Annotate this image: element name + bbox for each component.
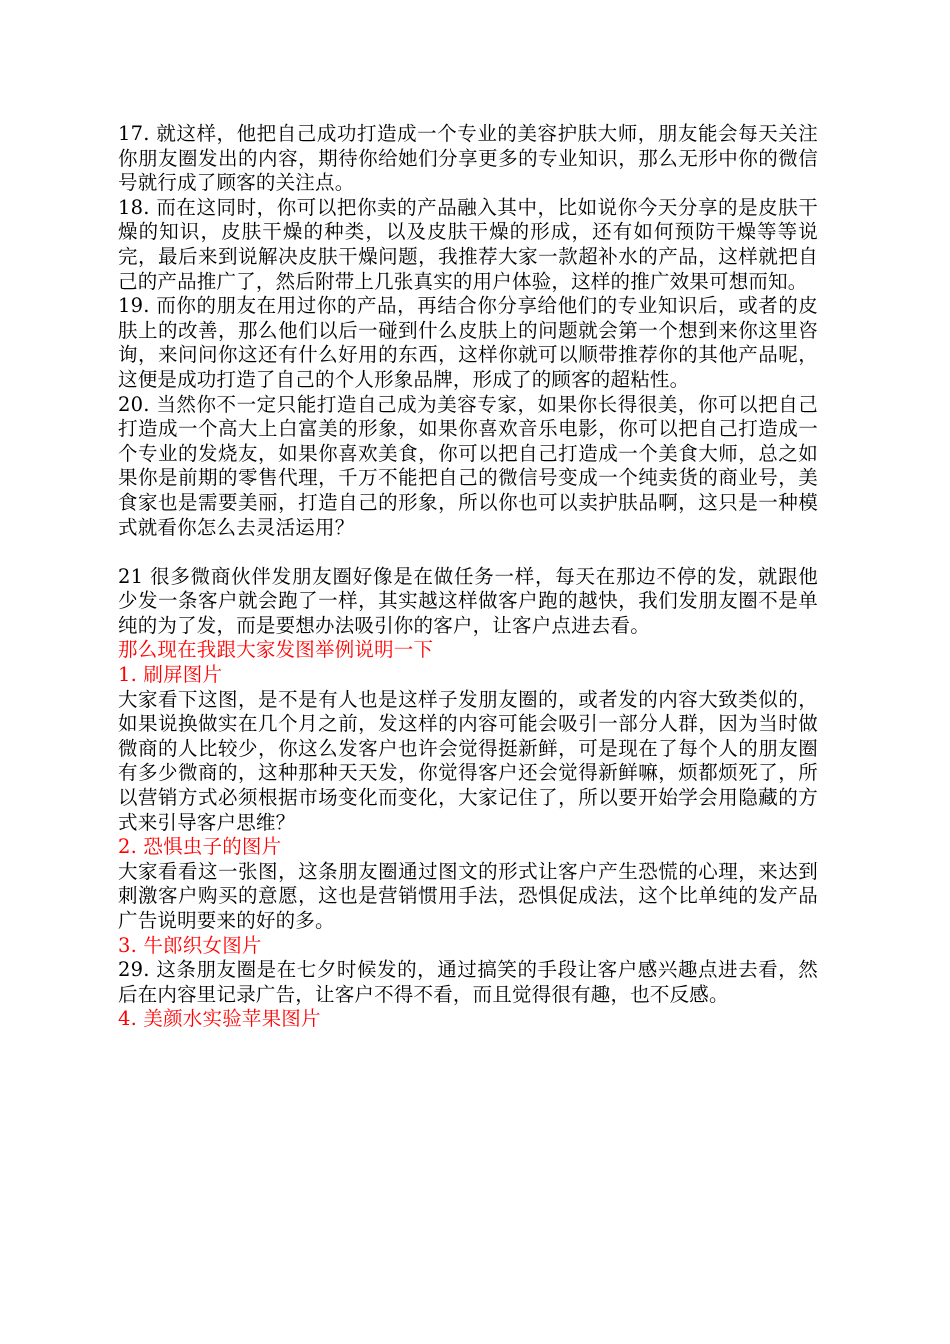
heading-3-qixi: 3. 牛郎织女图片	[118, 933, 262, 957]
paragraph-heading-2-body: 大家看看这一张图，这条朋友圈通过图文的形式让客户产生恐慌的心理，来达到刺激客户购买的意愿，这也是营销惯用手法，恐惧促成法，这个比单纯的发产品广告说明要来的好的多。	[118, 859, 818, 932]
paragraph-29: 29. 这条朋友圈是在七夕时候发的，通过搞笑的手段让客户感兴趣点进去看，然后在内容里记录广告，让客户不得不看，而且觉得很有趣，也不反感。	[118, 958, 818, 1006]
document-page	[118, 122, 818, 1032]
section-intro-heading: 那么现在我跟大家发图举例说明一下	[118, 638, 434, 662]
paragraph-21: 21 很多微商伙伴发朋友圈好像是在做任务一样，每天在那边不停的发，就跟他少发一条客户就会跑了一样，其实越这样做客户跑的越快，我们发朋友圈不是单纯的为了发，而是要想办法吸引你的客户，让客户点进去看。	[118, 564, 818, 637]
paragraph-17: 17. 就这样，他把自己成功打造成一个专业的美容护肤大师，朋友能会每天关注你朋友圈发出的内容，期待你给她们分享更多的专业知识，那么无形中你的微信号就行成了顾客的关注点。	[118, 122, 818, 195]
paragraph-heading-1-body: 大家看下这图，是不是有人也是这样子发朋友圈的，或者发的内容大致类似的，如果说换做实在几个月之前，发这样的内容可能会吸引一部分人群，因为当时做微商的人比较少，你这么发客户也许会觉得挺新鲜，可是现在了每个人的朋友圈有多少微商的，这种那种天天发，你觉得客户还会觉得新鲜嘛，烦都烦死了，所以营销方式必须根据市场变化而变化，大家记住了，所以要开始学会用隐藏的方式来引导客户思维？	[118, 687, 818, 834]
heading-2-fear-bugs: 2. 恐惧虫子的图片	[118, 835, 282, 859]
heading-1-refresh-images: 1. 刷屏图片	[118, 663, 223, 687]
heading-4-apple-experiment: 4. 美颜水实验苹果图片	[118, 1007, 321, 1031]
paragraph-20: 20. 当然你不一定只能打造自己成为美容专家，如果你长得很美，你可以把自己打造成一个高大上白富美的形象，如果你喜欢音乐电影，你可以把自己打造成一个专业的发烧友，如果你喜欢美食，你可以把自己打造成一个美食大师，总之如果你是前期的零售代理，千万不能把自己的微信号变成一个纯卖货的商业号，美食家也是需要美丽，打造自己的形象，所以你也可以卖护肤品啊，这只是一种模式就看你怎么去灵活运用？	[118, 392, 818, 539]
paragraph-18: 18. 而在这同时，你可以把你卖的产品融入其中，比如说你今天分享的是皮肤干燥的知识，皮肤干燥的种类，以及皮肤干燥的形成，还有如何预防干燥等等说完，最后来到说解决皮肤干燥问题，我推荐大家一款超补水的产品，这样就把自己的产品推广了，然后附带上几张真实的用户体验，这样的推广效果可想而知。	[118, 195, 818, 293]
paragraph-19: 19. 而你的朋友在用过你的产品，再结合你分享给他们的专业知识后，或者的皮肤上的改善，那么他们以后一碰到什么皮肤上的问题就会第一个想到来你这里咨询，来问问你这还有什么好用的东西，这样你就可以顺带推荐你的其他产品呢，这便是成功打造了自己的个人形象品牌，形成了的顾客的超粘性。	[118, 294, 818, 391]
blank-line	[118, 540, 818, 565]
